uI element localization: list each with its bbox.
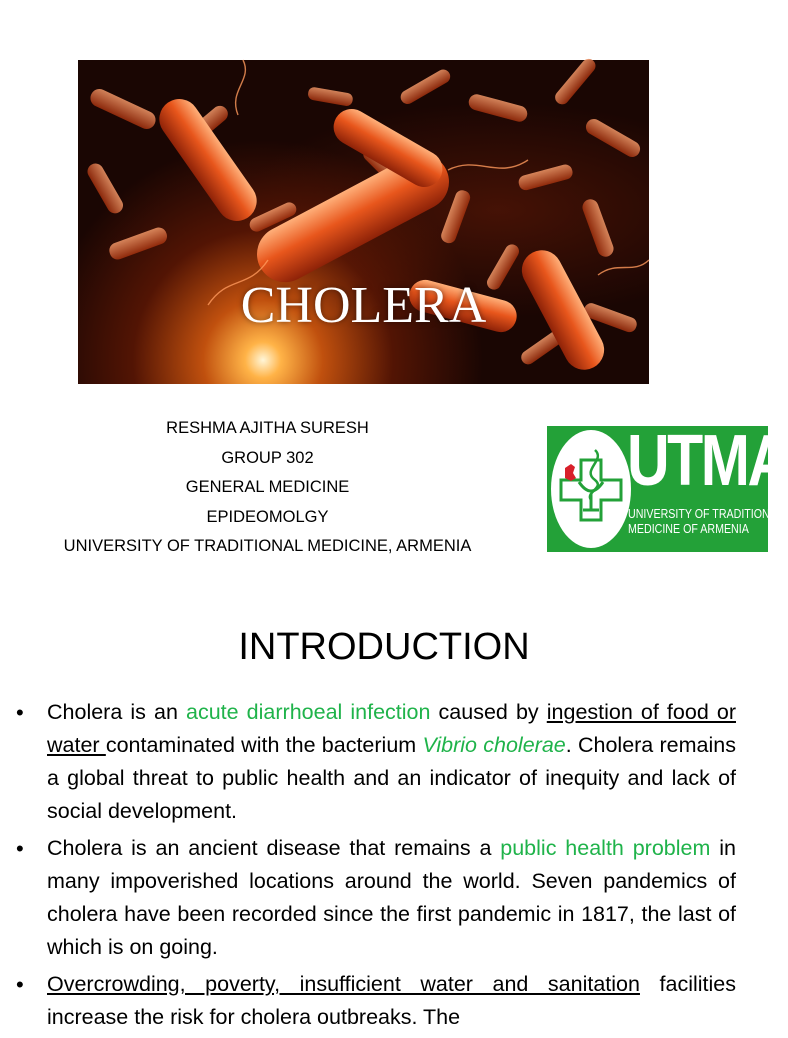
logo-subtitle bbox=[628, 506, 783, 536]
author-faculty: GENERAL MEDICINE bbox=[185, 478, 350, 496]
author-name: RESHMA AJITHA SURESH bbox=[166, 419, 369, 437]
bullet-text: Cholera is an bbox=[47, 700, 186, 724]
list-item bbox=[0, 968, 768, 1034]
bullet-text: in many impoverished locations around the world. Seven pandemics of cholera have been recorded since the first pandemic in 1817, the last of which is on going. bbox=[47, 836, 736, 959]
author-university: UNIVERSITY OF TRADITIONAL MEDICINE, ARMENIA bbox=[63, 537, 472, 555]
bullet-dot-icon: • bbox=[16, 972, 24, 997]
bullet-text: caused by bbox=[430, 700, 547, 724]
bullet-text: facilities increase the risk for cholera outbreaks. The bbox=[47, 972, 736, 1029]
bullet-text: Cholera is an ancient disease that remains a bbox=[47, 836, 501, 860]
logo-emblem-icon bbox=[551, 430, 631, 548]
utma-logo bbox=[547, 421, 788, 552]
highlight-text: public health problem bbox=[500, 836, 711, 860]
slide-title: CHOLERA bbox=[240, 277, 487, 334]
introduction-heading: INTRODUCTION bbox=[238, 626, 530, 668]
author-info bbox=[40, 414, 495, 562]
logo-subtitle-line-1: UNIVERSITY OF TRADITIONAL bbox=[628, 506, 783, 521]
bacteria-illustration bbox=[78, 60, 649, 384]
bullet-dot-icon: • bbox=[16, 836, 24, 861]
hero-bacteria-image bbox=[78, 60, 649, 384]
bullet-text: . Cholera remains a global threat to public health and an indicator of inequity and lack of social development. bbox=[47, 733, 736, 823]
bullet-dot-icon: • bbox=[16, 700, 24, 725]
bullet-text: contaminated with the bacterium bbox=[105, 733, 423, 757]
underlined-text: Overcrowding, poverty, insufficient water and sanitation bbox=[47, 972, 640, 996]
logo-brand-text: UTMA bbox=[627, 421, 788, 501]
introduction-bullet-list bbox=[0, 696, 768, 1038]
author-subject: EPIDEOMOLGY bbox=[206, 507, 329, 526]
caduceus-cup-icon bbox=[551, 430, 631, 548]
list-item bbox=[0, 832, 768, 964]
highlight-text: acute diarrhoeal infection bbox=[186, 700, 431, 724]
species-name: Vibrio cholerae bbox=[422, 733, 566, 757]
list-item bbox=[0, 696, 768, 828]
logo-subtitle-line-2: MEDICINE OF ARMENIA bbox=[628, 521, 749, 536]
underlined-text: ingestion of food or water bbox=[47, 700, 736, 757]
author-group: GROUP 302 bbox=[221, 448, 314, 467]
